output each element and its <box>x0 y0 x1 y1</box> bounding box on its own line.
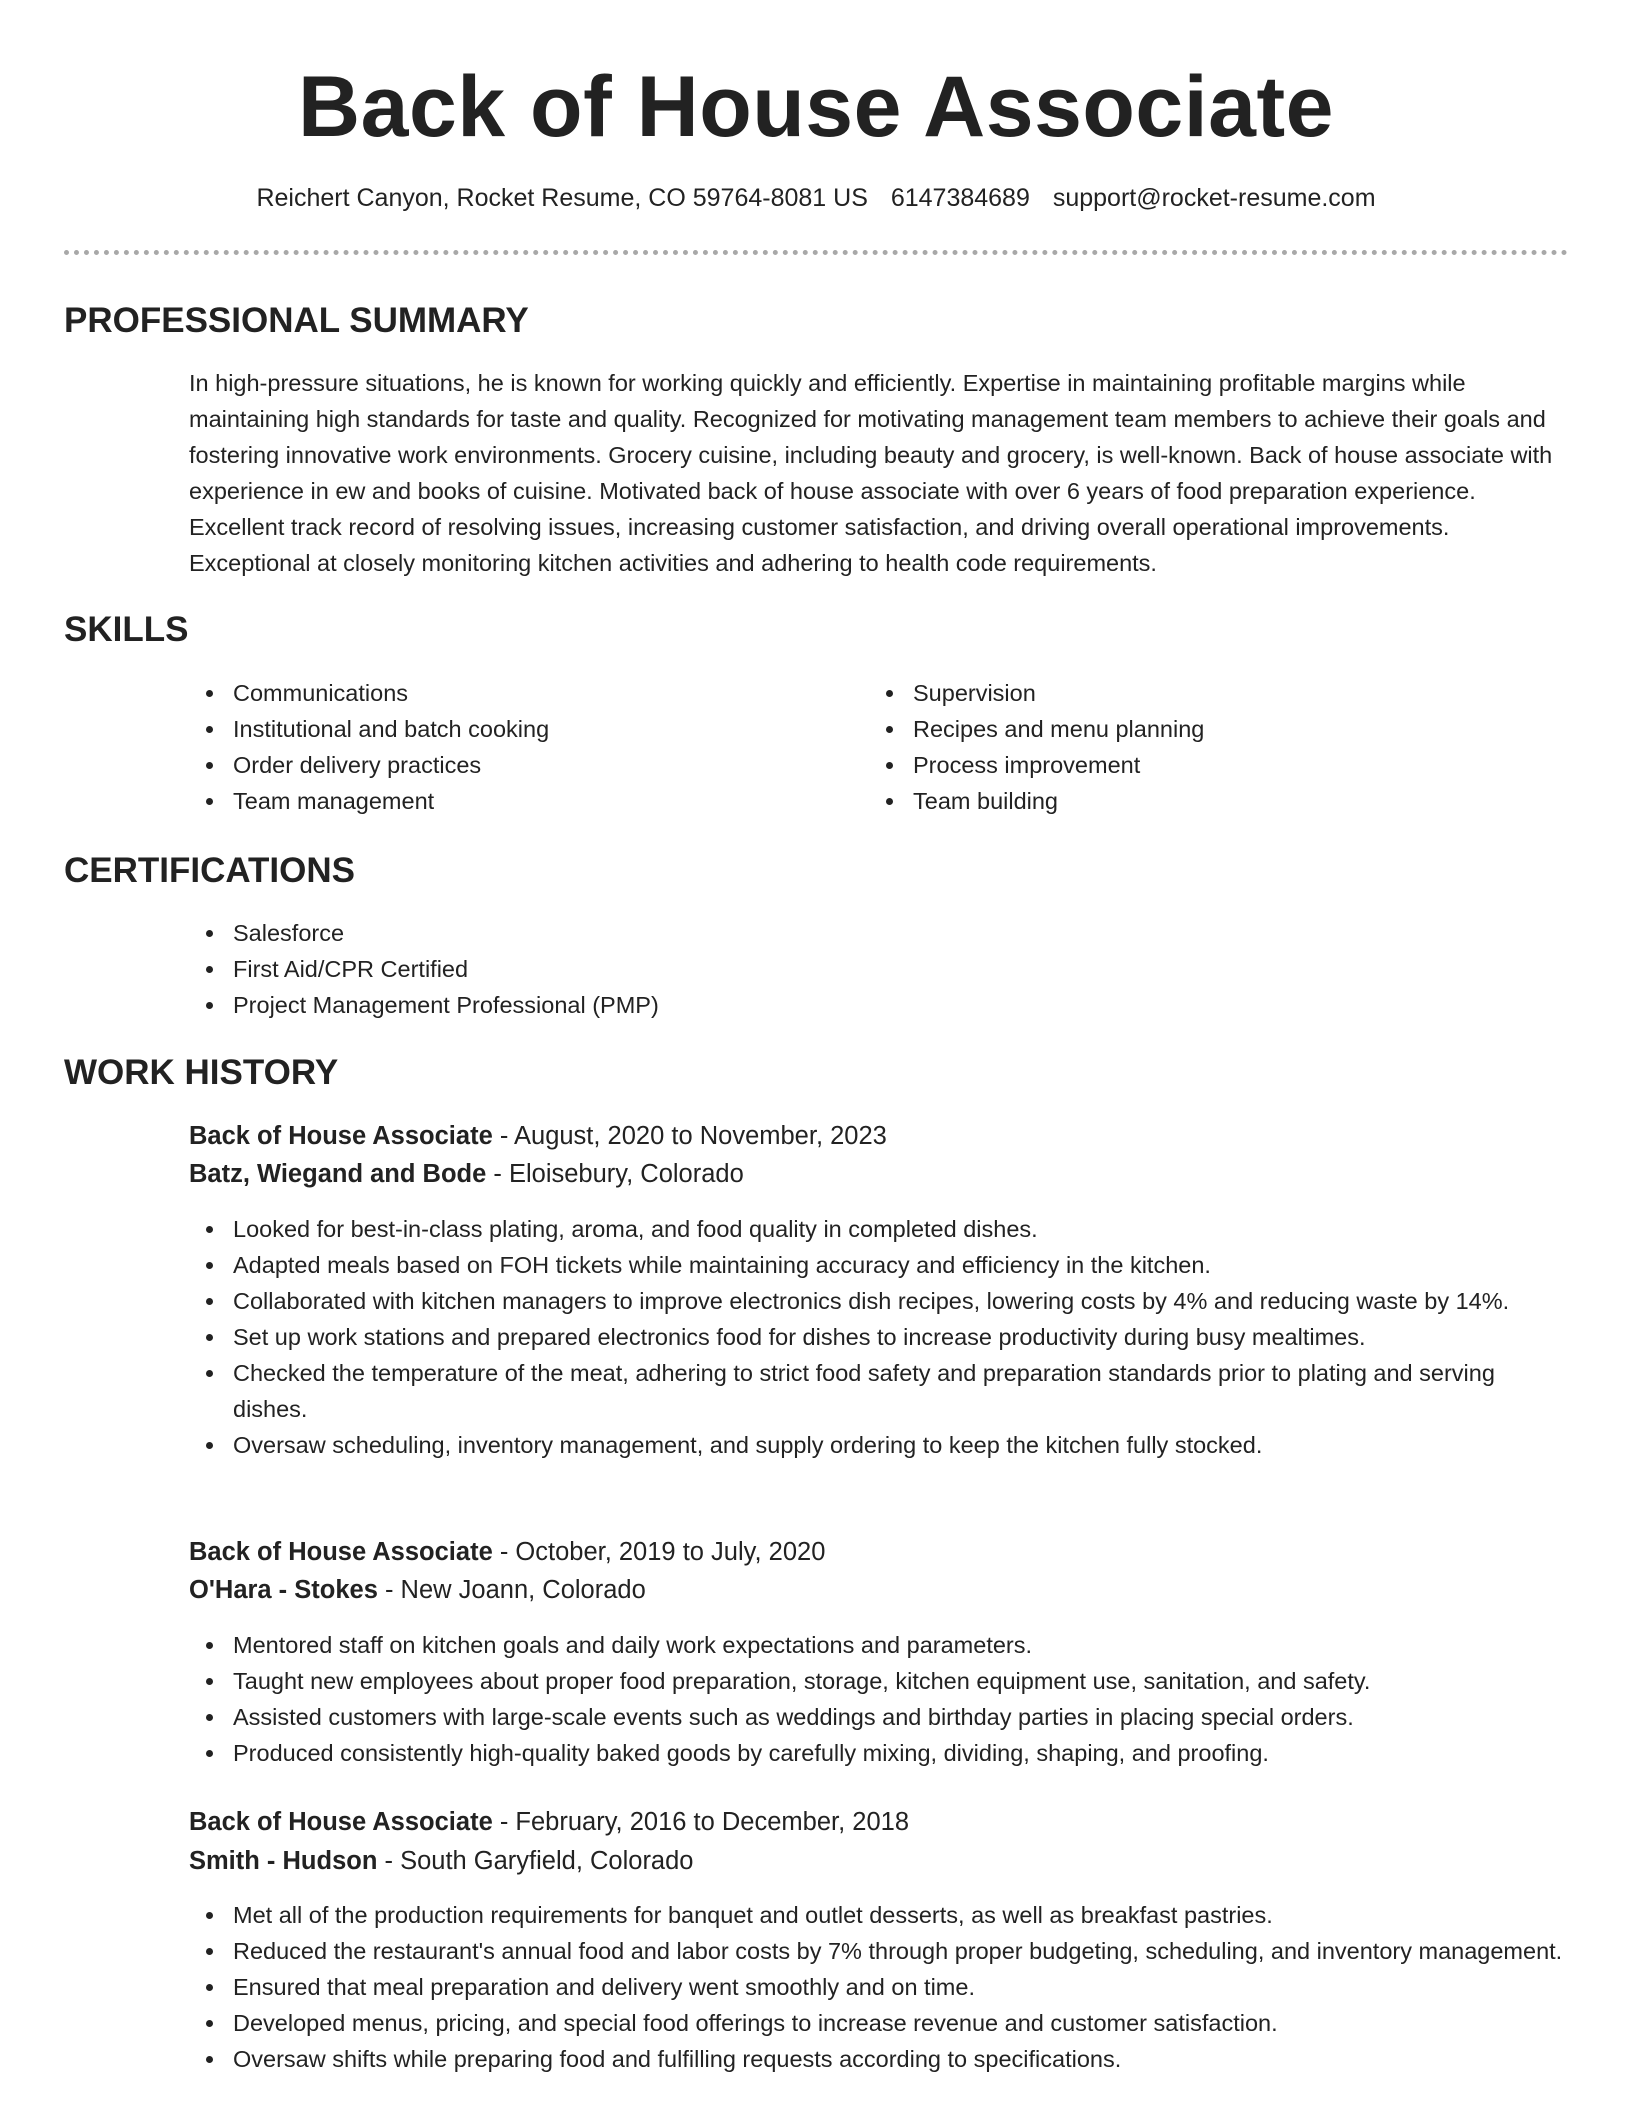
skill-item: Institutional and batch cooking <box>189 711 829 747</box>
job-bullet: Mentored staff on kitchen goals and daily work expectations and parameters. <box>189 1627 1564 1663</box>
certification-item: First Aid/CPR Certified <box>189 951 1564 987</box>
job-bullet: Reduced the restaurant's annual food and labor costs by 7% through proper budgeting, scheduling, and inventory management. <box>189 1933 1564 1969</box>
certification-item: Project Management Professional (PMP) <box>189 987 1564 1023</box>
certification-item: Salesforce <box>189 915 1564 951</box>
skills-list-right <box>869 675 1509 819</box>
header-divider <box>64 250 1568 255</box>
skills-heading: SKILLS <box>64 610 189 649</box>
skill-item: Supervision <box>869 675 1509 711</box>
job-bullet: Set up work stations and prepared electronics food for dishes to increase productivity during busy mealtimes. <box>189 1319 1564 1355</box>
job-bullet: Taught new employees about proper food preparation, storage, kitchen equipment use, sanitation, and safety. <box>189 1663 1564 1699</box>
skills-list-left <box>189 675 829 819</box>
job-company: Batz, Wiegand and Bode <box>189 1160 487 1188</box>
job-role: Back of House Associate <box>189 1808 493 1836</box>
job-company-line <box>189 1571 646 1609</box>
job-bullets <box>189 1627 1564 1771</box>
skill-item: Team management <box>189 783 829 819</box>
job-bullet: Adapted meals based on FOH tickets while maintaining accuracy and efficiency in the kitchen. <box>189 1247 1564 1283</box>
contact-line <box>0 180 1632 216</box>
work-history-heading: WORK HISTORY <box>64 1053 339 1092</box>
skill-item: Recipes and menu planning <box>869 711 1509 747</box>
job-dates: - August, 2020 to November, 2023 <box>492 1122 887 1150</box>
job-location: - South Garyfield, Colorado <box>377 1847 694 1875</box>
job-location: - Eloisebury, Colorado <box>486 1160 744 1188</box>
job-bullet: Ensured that meal preparation and delivery went smoothly and on time. <box>189 1969 1564 2005</box>
job-bullet: Developed menus, pricing, and special food offerings to increase revenue and customer satisfaction. <box>189 2005 1564 2041</box>
job-bullet: Oversaw scheduling, inventory management, and supply ordering to keep the kitchen fully stocked. <box>189 1427 1564 1463</box>
skill-item: Order delivery practices <box>189 747 829 783</box>
job-company: O'Hara - Stokes <box>189 1576 378 1604</box>
page-title: Back of House Associate <box>298 59 1334 155</box>
summary-text: In high-pressure situations, he is known for working quickly and efficiently. Expertise in maintaining profitable margins while maintaining high standards for taste and quality. Recognized for motivating management team members to achieve their goals and fostering innovative work environments. Grocery cuisine, including beauty and grocery, is well-known. Back of house associate with experience in ew and books of cuisine. Motivated back of house associate with over 6 years of food preparation experience. Excellent track record of resolving issues, increasing customer satisfaction, and driving overall operational improvements. Exceptional at closely monitoring kitchen activities and adhering to health code requirements. <box>189 370 1553 576</box>
skill-item: Team building <box>869 783 1509 819</box>
job-role: Back of House Associate <box>189 1538 493 1566</box>
job-bullet: Produced consistently high-quality baked goods by carefully mixing, dividing, shaping, and proofing. <box>189 1735 1564 1771</box>
job-title-line <box>189 1803 909 1841</box>
skill-item: Process improvement <box>869 747 1509 783</box>
job-bullet: Met all of the production requirements for banquet and outlet desserts, as well as breakfast pastries. <box>189 1897 1564 1933</box>
email: support@rocket-resume.com <box>1052 184 1376 212</box>
job-bullet: Assisted customers with large-scale events such as weddings and birthday parties in placing special orders. <box>189 1699 1564 1735</box>
job-company-line <box>189 1842 693 1880</box>
certifications-list <box>189 915 1564 1023</box>
phone: 6147384689 <box>890 184 1030 212</box>
certifications-heading: CERTIFICATIONS <box>64 851 356 890</box>
job-bullets <box>189 1211 1564 1463</box>
job-role: Back of House Associate <box>189 1122 493 1150</box>
job-company-line <box>189 1155 744 1193</box>
job-location: - New Joann, Colorado <box>377 1576 646 1604</box>
summary-heading: PROFESSIONAL SUMMARY <box>64 301 529 340</box>
job-dates: - October, 2019 to July, 2020 <box>492 1538 826 1566</box>
job-bullet: Looked for best-in-class plating, aroma, and food quality in completed dishes. <box>189 1211 1564 1247</box>
job-title-line <box>189 1117 887 1155</box>
job-bullet: Checked the temperature of the meat, adhering to strict food safety and preparation standards prior to plating and serving dishes. <box>189 1355 1564 1427</box>
job-bullet: Collaborated with kitchen managers to improve electronics dish recipes, lowering costs by 4% and reducing waste by 14%. <box>189 1283 1564 1319</box>
job-dates: - February, 2016 to December, 2018 <box>492 1808 910 1836</box>
job-bullet: Oversaw shifts while preparing food and fulfilling requests according to specifications. <box>189 2041 1564 2077</box>
skill-item: Communications <box>189 675 829 711</box>
job-bullets <box>189 1897 1564 2077</box>
job-title-line <box>189 1533 825 1571</box>
job-company: Smith - Hudson <box>189 1847 378 1875</box>
address: Reichert Canyon, Rocket Resume, CO 59764-8081 US <box>256 184 868 212</box>
